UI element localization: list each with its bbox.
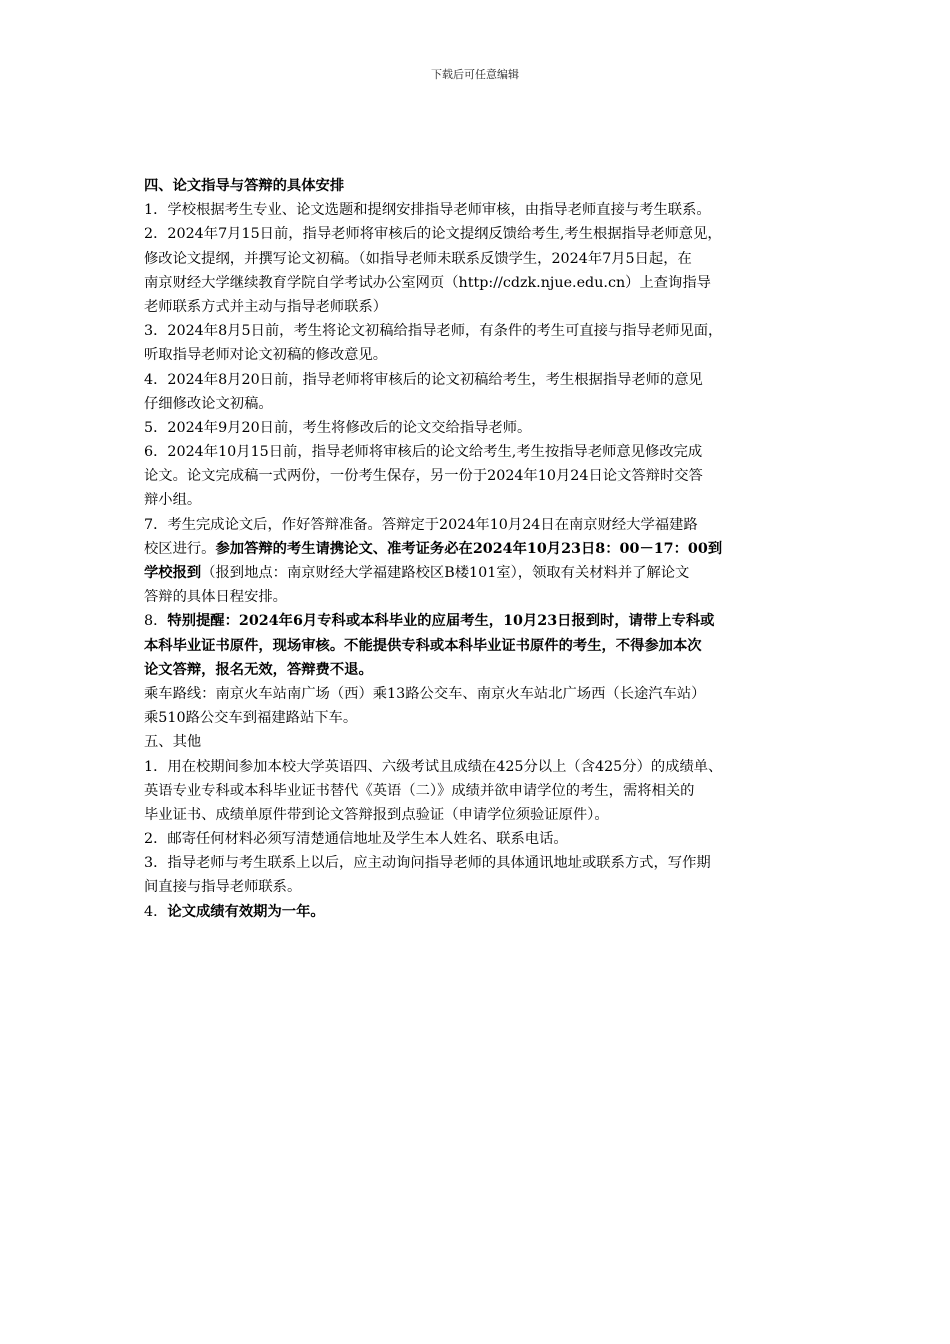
text-segment: 毕业证书、成绩单原件带到论文答辩报到点验证（申请学位须验证原件）。 — [144, 806, 609, 823]
text-line — [144, 634, 814, 658]
text-line — [144, 900, 814, 924]
text-segment: 7．考生完成论文后，作好答辩准备。答辩定于2024年10月24日在南京财经大学福建路 — [144, 516, 698, 533]
text-segment: 4． — [144, 903, 168, 920]
text-line — [144, 755, 814, 779]
bold-text-segment: 论文成绩有效期为一年。 — [167, 903, 325, 920]
text-line — [144, 513, 814, 537]
text-segment: （报到地点：南京财经大学福建路校区B楼101室），领取有关材料并了解论文 — [201, 565, 690, 581]
bold-text-segment: 本科毕业证书原件，现场审核。不能提供专科或本科毕业证书原件的考生，不得参加本次 — [144, 637, 702, 654]
text-segment: 3．2024年8月5日前，考生将论文初稿给指导老师，有条件的考生可直接与指导老师见面， — [144, 323, 723, 340]
text-segment: 间直接与指导老师联系。 — [144, 879, 302, 896]
bold-text-segment: 四、论文指导与答辩的具体安排 — [144, 178, 345, 194]
text-segment: 乘车路线：南京火车站南广场（西）乘13路公交车、南京火车站北广场西（长途汽车站） — [144, 685, 706, 702]
text-line — [144, 779, 814, 803]
text-line — [144, 827, 814, 851]
text-segment: 1．用在校期间参加本校大学英语四、六级考试且成绩在425分以上（含425分）的成绩单、 — [144, 758, 723, 775]
text-line — [144, 682, 814, 706]
text-segment: 英语专业专科或本科毕业证书替代《英语（二）》成绩并欲申请学位的考生，需将相关的 — [144, 782, 695, 799]
text-segment: 3．指导老师与考生联系上以后，应主动询问指导老师的具体通讯地址或联系方式，写作期 — [144, 855, 711, 872]
bold-text-segment: 论文答辩，报名无效，答辩费不退。 — [144, 661, 373, 678]
text-line — [144, 440, 814, 464]
text-line — [144, 537, 814, 561]
text-segment: 乘510路公交车到福建路站下车。 — [144, 710, 358, 727]
text-line — [144, 343, 814, 367]
text-segment: 2．2024年7月15日前，指导老师将审核后的论文提纲反馈给考生,考生根据指导老师意见， — [144, 226, 722, 243]
text-segment: 8． — [144, 613, 168, 630]
text-segment: 仔细修改论文初稿。 — [144, 395, 273, 412]
text-segment: 听取指导老师对论文初稿的修改意见。 — [144, 347, 388, 364]
bold-text-segment: 参加答辩的考生请携论文、准考证务必在2024年10月23日8：00－17：00到 — [215, 540, 723, 557]
text-line — [144, 851, 814, 875]
text-line — [144, 803, 814, 827]
text-segment: 南京财经大学继续教育学院自学考试办公室网页（http://cdzk.njue.edu.cn）上查询指导 — [144, 274, 711, 291]
text-line — [144, 368, 814, 392]
text-segment: 2．邮寄任何材料必须写清楚通信地址及学生本人姓名、联系电话。 — [144, 831, 568, 848]
document-body — [144, 174, 814, 924]
text-segment: 1．学校根据考生专业、论文选题和提纲安排指导老师审核，由指导老师直接与考生联系。 — [144, 202, 711, 219]
bold-text-segment: 特别提醒：2024年6月专科或本科毕业的应届考生，10月23日报到时，请带上专科或 — [167, 613, 715, 630]
text-line — [144, 609, 814, 633]
text-line — [144, 706, 814, 730]
text-line — [144, 464, 814, 488]
text-segment: 论文。论文完成稿一式两份，一份考生保存，另一份于2024年10月24日论文答辩时交答 — [144, 468, 703, 485]
text-line — [144, 319, 814, 343]
text-segment: 校区进行。 — [144, 540, 216, 557]
text-segment: 4．2024年8月20日前，指导老师将审核后的论文初稿给考生，考生根据指导老师的意见 — [144, 371, 703, 388]
text-segment: 修改论文提纲，并撰写论文初稿。（如指导老师未联系反馈学生，2024年7月5日起，在 — [144, 250, 692, 267]
text-line — [144, 561, 814, 585]
text-line — [144, 247, 814, 271]
text-line — [144, 198, 814, 222]
text-segment: 老师联系方式并主动与指导老师联系） — [144, 298, 388, 315]
text-line — [144, 730, 814, 754]
text-segment: 辩小组。 — [144, 492, 202, 509]
text-segment: 6．2024年10月15日前，指导老师将审核后的论文给考生,考生按指导老师意见修改完成 — [144, 444, 703, 461]
text-line — [144, 392, 814, 416]
text-line — [144, 416, 814, 440]
text-line — [144, 585, 814, 609]
text-line — [144, 295, 814, 319]
text-line — [144, 174, 814, 198]
text-segment: 答辩的具体日程安排。 — [144, 589, 287, 606]
page-header: 下载后可任意编辑 — [431, 68, 519, 81]
text-segment: 5．2024年9月20日前，考生将修改后的论文交给指导老师。 — [144, 419, 532, 436]
text-line — [144, 875, 814, 899]
bold-text-segment: 学校报到 — [144, 565, 202, 581]
text-line — [144, 488, 814, 512]
text-line — [144, 222, 814, 246]
text-line — [144, 271, 814, 295]
text-segment: 五、其他 — [144, 734, 202, 751]
text-line — [144, 658, 814, 682]
